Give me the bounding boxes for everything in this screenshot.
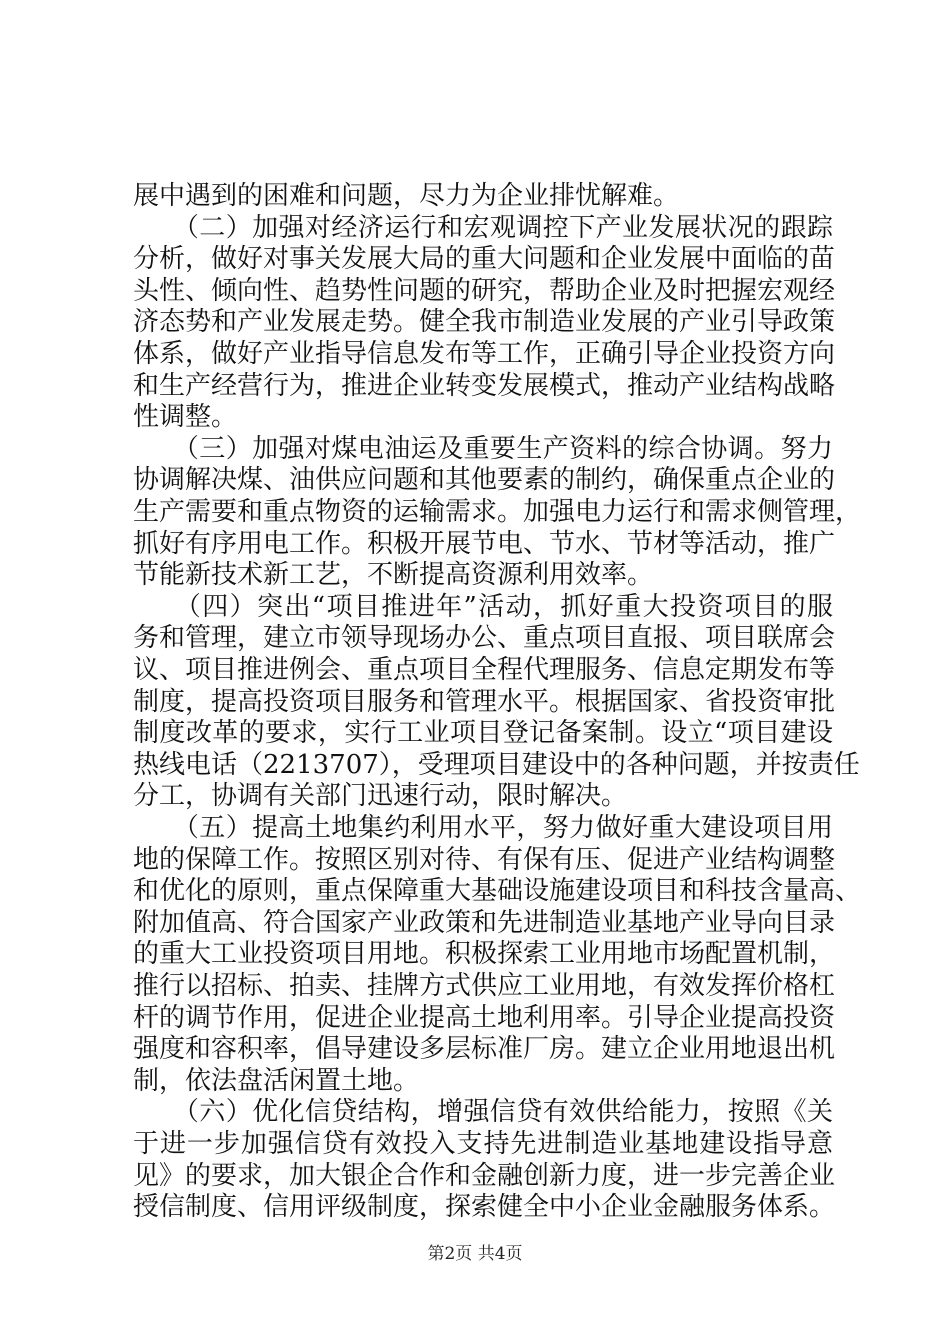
text-line: 抓好有序用电工作。积极开展节电、节水、节材等活动，推广 (133, 529, 836, 559)
text-line: 分工，协调有关部门迅速行动，限时解决。 (133, 781, 628, 811)
text-line: 地的保障工作。按照区别对待、有保有压、促进产业结构调整 (133, 845, 836, 875)
text-line: 制，依法盘活闲置土地。 (133, 1066, 420, 1096)
text-line: 和优化的原则，重点保障重大基础设施建设项目和科技含量高、 (133, 876, 862, 906)
text-line: 协调解决煤、油供应问题和其他要素的制约，确保重点企业的 (133, 465, 836, 495)
text-line: 体系，做好产业指导信息发布等工作，正确引导企业投资方向 (133, 339, 836, 369)
text-line: 强度和容积率，倡导建设多层标准厂房。建立企业用地退出机 (133, 1034, 836, 1064)
text-line: 的重大工业投资项目用地。积极探索工业用地市场配置机制， (133, 939, 836, 969)
text-line: 制度，提高投资项目服务和管理水平。根据国家、省投资审批 (133, 687, 836, 717)
text-line: （六）优化信贷结构，增强信贷有效供给能力，按照《关 (133, 1097, 833, 1127)
text-line: （五）提高土地集约利用水平，努力做好重大建设项目用 (133, 813, 833, 843)
text-line: （四）突出“项目推进年”活动，抓好重大投资项目的服 (133, 592, 833, 622)
text-line: 热线电话（2213707），受理项目建设中的各种问题，并按责任 (133, 750, 860, 780)
text-line: 头性、倾向性、趋势性问题的研究，帮助企业及时把握宏观经 (133, 276, 836, 306)
text-line: 性调整。 (133, 402, 238, 432)
text-line: 议、项目推进例会、重点项目全程代理服务、信息定期发布等 (133, 655, 836, 685)
text-line: 附加值高、符合国家产业政策和先进制造业基地产业导向目录 (133, 908, 836, 938)
text-line: 节能新技术新工艺，不断提高资源利用效率。 (133, 560, 654, 590)
text-line: 和生产经营行为，推进企业转变发展模式，推动产业结构战略 (133, 371, 836, 401)
page-number: 第2页 共4页 (427, 1244, 523, 1264)
text-line: 分析，做好对事关发展大局的重大问题和企业发展中面临的苗 (133, 244, 836, 274)
text-line: 生产需要和重点物资的运输需求。加强电力运行和需求侧管理， (133, 497, 862, 527)
text-line: 于进一步加强信贷有效投入支持先进制造业基地建设指导意 (133, 1129, 833, 1159)
text-line: （二）加强对经济运行和宏观调控下产业发展状况的跟踪 (133, 213, 833, 243)
text-line: 制度改革的要求，实行工业项目登记备案制。设立“项目建设 (133, 718, 833, 748)
text-line: 授信制度、信用评级制度，探索健全中小企业金融服务体系。 (133, 1192, 836, 1222)
text-line: 务和管理，建立市领导现场办公、重点项目直报、项目联席会 (133, 623, 836, 653)
text-line: 济态势和产业发展走势。健全我市制造业发展的产业引导政策 (133, 307, 836, 337)
text-line: 杆的调节作用，促进企业提高土地利用率。引导企业提高投资 (133, 1003, 836, 1033)
text-line: 推行以招标、拍卖、挂牌方式供应工业用地，有效发挥价格杠 (133, 971, 836, 1001)
text-line: （三）加强对煤电油运及重要生产资料的综合协调。努力 (133, 434, 833, 464)
text-line: 展中遇到的困难和问题，尽力为企业排忧解难。 (133, 181, 680, 211)
text-line: 见》的要求，加大银企合作和金融创新力度，进一步完善企业 (133, 1161, 836, 1191)
